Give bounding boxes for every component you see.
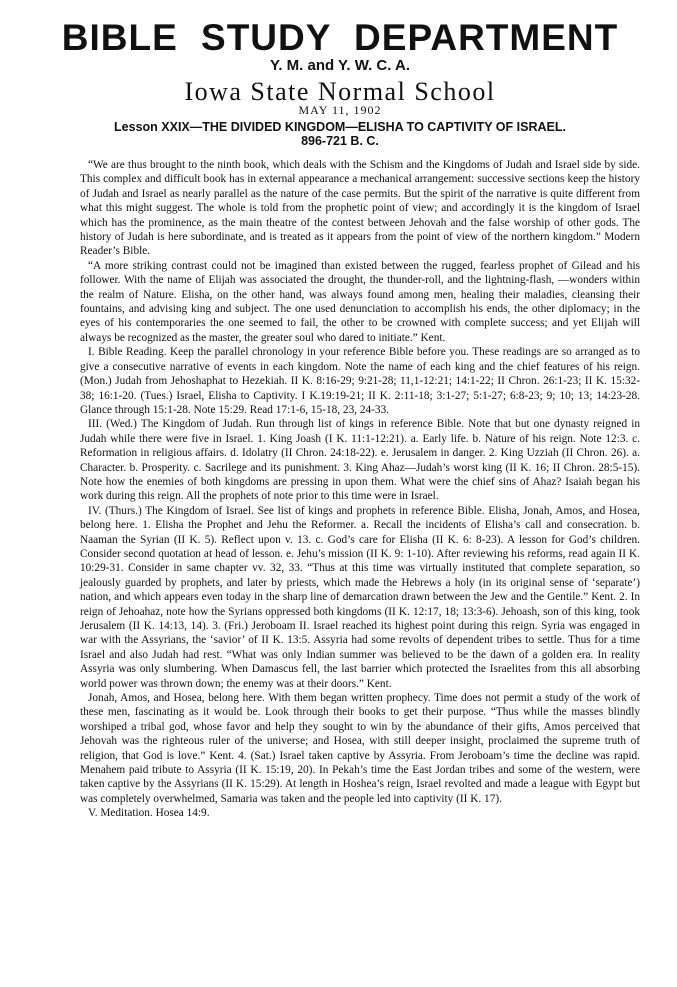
date-line: MAY 11, 1902 (298, 103, 382, 117)
lesson-heading: Lesson XXIX—THE DIVIDED KINGDOM—ELISHA TO CAPTIVITY OF ISRAEL. (114, 120, 566, 134)
page-title: BIBLE STUDY DEPARTMENT (61, 17, 619, 58)
organization-line: Y. M. and Y. W. C. A. (269, 57, 411, 74)
school-name: Iowa State Normal School (184, 77, 496, 106)
paragraph-kingdom-israel: IV. (Thurs.) The Kingdom of Israel. See list of kings and prophets in reference Bible. Elisha, Jonah, Amos, and Hosea, belong here. 1. Elisha the Prophet and Jehu the Reformer. a. Recall the incidents of Elisha’s call and consecration. b. Naaman the Syrian (II K. 5). Reflect upon v. 13. c. God’s care for Elisha (II K. 6: 8-23). A lesson for God’s children. Consider second quotation at head of lesson. e. Jehu’s mission (II K. 9: 1-10). After reviewing his reforms, read again II K. 10:29-31. Consider in same chapter vv. 32, 33. “Thus at this time was virtually instituted that complete separation, so jealously guarded by prophets, and later by priests, which made the Hebrews a holy (in its original sense of ‘separate’) nation, and which appears even today in the sharp line of demarcation drawn between the Jew and the Gentile.” Kent. 2. In reign of Jehoahaz, note how the Syrians oppressed both kingdoms (II K. 12:17, 18; 13:3-6). Jehoash, son of this king, took Jerusalem (II K. 14:13, 14). 3. (Fri.) Jeroboam II. Israel reached its highest point during this reign. Syria was engaged in war with the Assyrians, the ‘savior’ of II K. 13:5. Assyria had some revolts of dependent tribes to settle. Thus for a time Israel and also Judah had rest. “What was only Indian summer was believed to be the dawn of a golden era. In reality Assyria was only slumbering. When Damascus fell, the last barrier which protected the Israelites from this all absorbing world power was thrown down; the enemy was at their doors.” Kent. (80, 504, 640, 690)
paragraph-meditation: V. Meditation. Hosea 14:9. (88, 807, 210, 820)
paragraph-kingdom-judah: III. (Wed.) The Kingdom of Judah. Run through list of kings in reference Bible. Note that but one dynasty reigned in Judah while there were five in Israel. 1. King Joash (I K. 11:1-12:21). a. Early life. b. Nature of his reign. Note 12:3. c. Reformation in religious affairs. d. Idolatry (II Chron. 24:18-22). e. Jerusalem in danger. 2. King Uzziah (II Chron. 26). a. Character. b. Prosperity. c. Sacrilege and its punishment. 3. King Ahaz—Judah’s worst king (II K. 16; II Chron. 28:5-15). Note how the enemies of both kingdoms are pressing in upon them. What were the chief sins of Ahaz? Isaiah began his work during this reign. All the prophets of note prior to this time were in Israel. (80, 418, 640, 503)
lesson-body (80, 158, 640, 821)
paragraph-intro-quote: “We are thus brought to the ninth book, which deals with the Schism and the Kingdoms of Judah and Israel side by side. This complex and difficult book has in external appearance a mechanical arrangement: successive sections keep the history of Judah and Israel as nearly parallel as the nature of the case permits. But the spirit of the narrative is quite different from what this might suggest. The whole is told from the prophetic point of view; and accordingly it is the kingdom of Israel which has the prominence, as the main theatre of the contest between Jehovah and the false worship of other gods. The history of Judah is here subordinate, and is treated as it appears from the point of view of the northern kingdom.” Modern Reader’s Bible. (80, 159, 640, 258)
paragraph-elijah-quote: “A more striking contrast could not be imagined than existed between the rugged, fearless prophet of Gilead and his follower. With the name of Elijah was associated the drought, the thunder-roll, and the lightning-flash, —wonders within the realm of Nature. Elisha, on the other hand, was always found among men, healing their maladies, cleansing their fountains, and advising king and subject. The one used denunciation to accomplish his ends, the other diplomacy; in the eyes of his contemporaries the one seemed to fail, the other to be crowned with complete success; and yet Elijah will always be recognized as the master, the greater soul who dared to initiate.” Kent. (80, 259, 640, 344)
paragraph-bible-reading: I. Bible Reading. Keep the parallel chronology in your reference Bible before you. These readings are so arranged as to give a consecutive narrative of events in each kingdom. Note the name of each king and the chief features of his reign. (Mon.) Judah from Jehoshaphat to Hezekiah. II K. 8:16-29; 9:21-28; 11,1-12:21; 14:1-22; II Chron. 26:1-23; II K. 15:32-38; 16:1-20. (Tues.) Israel, Elisha to Captivity. I K.19:19-21; II K. 2:11-18; 3:1-27; 5:1-27; 6:8-23; 9; 10; 13; 14:23-28. Glance through 15:1-28. Note 15:29. Read 17:1-6, 15-18, 23, 24-33. (80, 346, 640, 416)
lesson-years: 896-721 B. C. (301, 134, 379, 148)
paragraph-prophets: Jonah, Amos, and Hosea, belong here. With them began written prophecy. Time does not permit a study of the work of these men, fascinating as it would be. Look through their books to get their purpose. “Thus while the masses blindly worshiped a tribal god, whose favor and help they sought to win by the abundance of their gifts, Amos perceived that Jehovah was the righteous ruler of the universe; and Hosea, with still deeper insight, proclaimed the supreme truth of religion, that God is love.” Kent. 4. (Sat.) Israel taken captive by Assyria. From Jeroboam’s time the decline was rapid. Menahem paid tribute to Assyria (II K. 15:19, 20). In Pekah’s time the East Jordan tribes and some of the western, were taken captive by the Assyrians (II K. 15:29). At length in Hoshea’s reign, Israel revolted and made a league with Egypt but was completely overwhelmed, Samaria was taken and the people led into captivity (II K. 17). (80, 692, 640, 805)
